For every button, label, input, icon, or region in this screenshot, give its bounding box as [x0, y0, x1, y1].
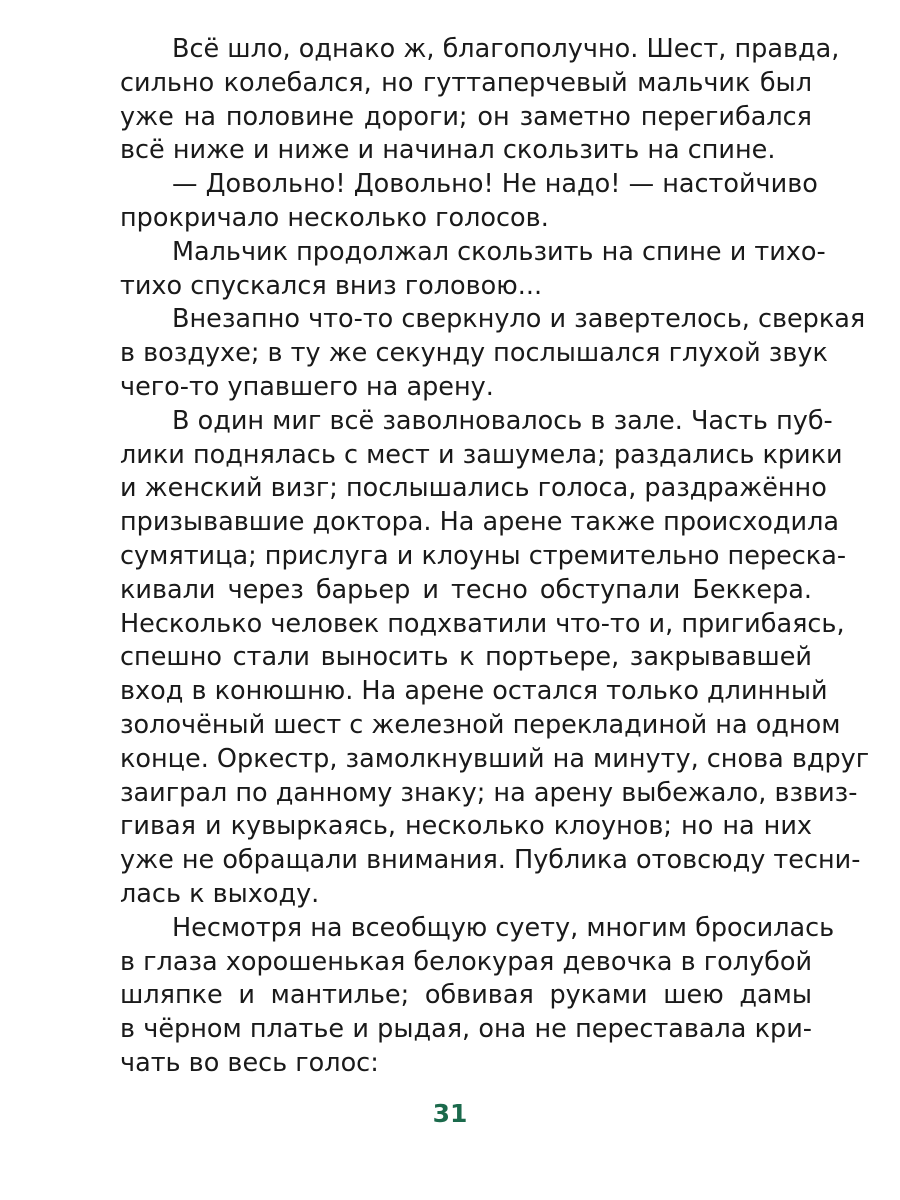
text-line: золочёный шест с железной перекладиной на одном [120, 709, 841, 740]
text-line: лась к выходу. [120, 878, 320, 909]
text-line: уже на половине дороги; он заметно перегибался [120, 101, 812, 132]
text-line: кивали через барьер и тесно обступали Беккера. [120, 574, 812, 605]
text-line: всё ниже и ниже и начинал скользить на спине. [120, 135, 776, 166]
text-line: Всё шло, однако ж, благополучно. Шест, правда, [172, 34, 840, 64]
text-line: заиграл по данному знаку; на арену выбежало, взвиз- [120, 777, 858, 808]
text-line: прокричало несколько голосов. [120, 202, 549, 233]
text-line: призывавшие доктора. На арене также происходила [120, 507, 840, 538]
text-line: уже не обращали внимания. Публика отовсюду тесни- [120, 845, 861, 876]
page-number: 31 [432, 1099, 468, 1128]
text-line: сумятица; прислуга и клоуны стремительно переска- [120, 540, 847, 571]
text-line: чего-то упавшего на арену. [120, 371, 494, 402]
text-line: сильно колебался, но гуттаперчевый мальчик был [120, 67, 812, 98]
text-line: шляпке и мантилье; обвивая руками шею дамы [120, 980, 812, 1011]
text-line: — Довольно! Довольно! Не надо! — настойчиво [172, 169, 818, 200]
text-line: конце. Оркестр, замолкнувший на минуту, снова вдруг [120, 743, 870, 774]
text-line: Внезапно что-то сверкнуло и завертелось, сверкая [172, 304, 866, 335]
body-text [120, 33, 870, 1081]
text-line: в чёрном платье и рыдая, она не переставала кри- [120, 1014, 812, 1045]
text-line: вход в конюшню. На арене остался только длинный [120, 676, 828, 707]
text-line: в глаза хорошенькая белокурая девочка в голубой [120, 946, 813, 977]
text-line: В один миг всё заволновалось в зале. Часть пуб- [172, 405, 833, 436]
text-line: и женский визг; послышались голоса, раздражённо [120, 473, 827, 504]
text-line: тихо спускался вниз головою... [120, 270, 543, 301]
text-line: чать во весь голос: [120, 1047, 379, 1078]
text-line: спешно стали выносить к портьере, закрывавшей [120, 642, 812, 673]
text-line: Несмотря на всеобщую суету, многим бросилась [172, 912, 835, 943]
text-line: лики поднялась с мест и зашумела; раздались крики [120, 439, 843, 470]
text-line: гивая и кувыркаясь, несколько клоунов; но на них [120, 811, 812, 842]
text-line: Мальчик продолжал скользить на спине и тихо- [172, 236, 826, 267]
text-line: в воздухе; в ту же секунду послышался глухой звук [120, 338, 828, 369]
text-line: Несколько человек подхватили что-то и, пригибаясь, [120, 608, 845, 639]
